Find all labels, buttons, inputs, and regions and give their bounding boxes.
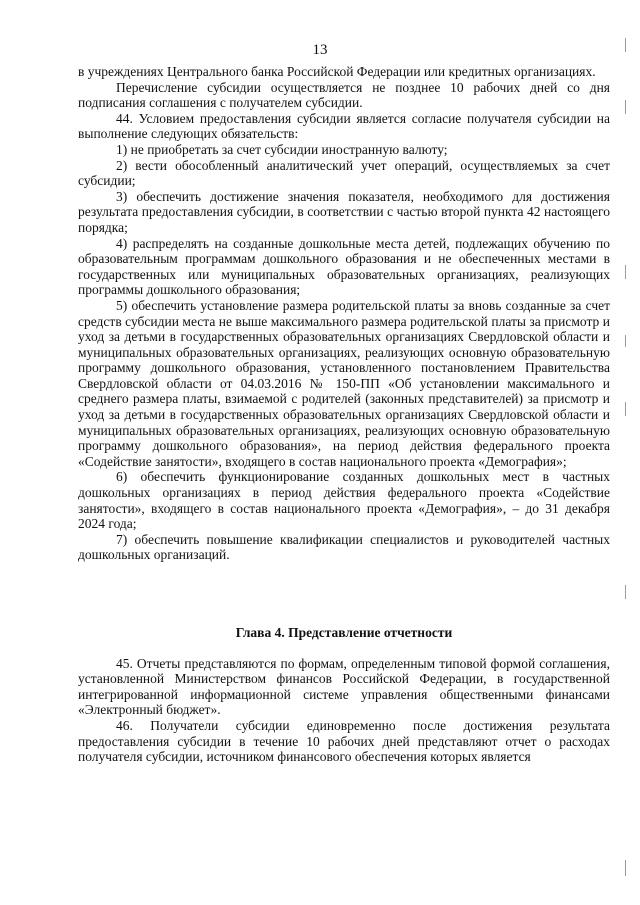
obligation-4: 4) распределять на созданные дошкольные места детей, подлежащих обучению по образовательным программам дошкольного образования и не обеспеченных местами в государственных или муниципальных образовательных организациях, реализующих программы дошкольного образования; [78, 235, 610, 298]
paragraph-transfer-term: Перечисление субсидии осуществляется не позднее 10 рабочих дней со дня подписания соглашения с получателем субсидии. [78, 79, 610, 111]
scan-mark [625, 585, 626, 599]
paragraph-continuation: в учреждениях Центрального банка Российской Федерации или кредитных организациях. [78, 64, 596, 79]
scan-mark [625, 38, 626, 52]
document-body [78, 64, 610, 765]
obligation-2: 2) вести обособленный аналитический учет операций, осуществляемых за счет субсидии; [78, 157, 610, 189]
scan-mark [625, 265, 626, 279]
page-number: 13 [312, 42, 328, 58]
obligation-5: 5) обеспечить установление размера родительской платы за вновь созданные за счет средств субсидии места не выше максимального размера родительской платы за присмотр и уход за детьми в государственных образовательных организациях Свердловской области и муниципальных образовательных организациях, реализующих основную образовательную программу дошкольного образования, установленного постановлением Правительства Свердловской области от 04.03.2016 № 150-ПП «Об установлении максимального и среднего размера платы, взимаемой с родителей (законных представителей) за присмотр и уход за детьми в государственных образовательных организациях Свердловской области и муниципальных образовательных организациях, реализующих основную образовательную программу дошкольного образования», на период действия федерального проекта «Содействие занятости», входящего в состав национального проекта «Демография»; [78, 297, 610, 469]
scan-mark [625, 335, 626, 347]
obligation-7: 7) обеспечить повышение квалификации специалистов и руководителей частных дошкольных организаций. [78, 531, 610, 563]
scan-mark [625, 860, 626, 876]
obligation-6: 6) обеспечить функционирование созданных дошкольных мест в частных дошкольных организациях в период действия федерального проекта «Содействие занятости», входящего в состав национального проекта «Демография», – до 31 декабря 2024 года; [78, 469, 610, 532]
paragraph-45: 45. Отчеты представляются по формам, определенным типовой формой соглашения, установленной Министерством финансов Российской Федерации, в государственной интегрированной информационной системе управления общественными финансами «Электронный бюджет». [78, 655, 610, 718]
obligation-1: 1) не приобретать за счет субсидии иностранную валюту; [116, 141, 448, 157]
scan-mark [625, 100, 626, 114]
scan-mark [625, 402, 626, 416]
paragraph-44: 44. Условием предоставления субсидии является согласие получателя субсидии на выполнение следующих обязательств: [78, 110, 610, 142]
chapter-title: Глава 4. Представление отчетности [235, 625, 453, 640]
obligation-3: 3) обеспечить достижение значения показателя, необходимого для достижения результата предоставления субсидии, в соответствии с частью второй пункта 42 настоящего порядка; [78, 188, 610, 235]
paragraph-46: 46. Получатели субсидии единовременно после достижения результата предоставления субсидии в течение 10 рабочих дней представляют отчет о расходах получателя субсидии, источником финансового обеспечения которых является [78, 717, 610, 765]
